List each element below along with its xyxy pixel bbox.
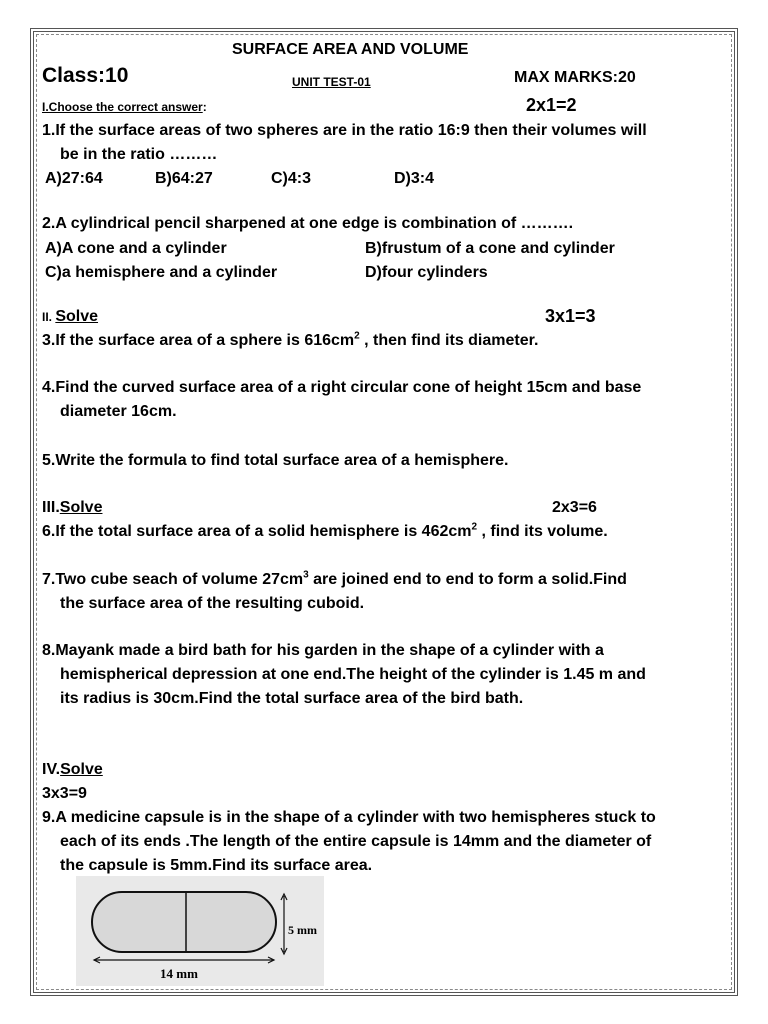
q1-option-a: A)27:64	[45, 170, 103, 187]
q3-text-b: , then find its diameter.	[359, 332, 539, 349]
q6-text-a: 6.If the total surface area of a solid hemisphere is 462cm	[42, 523, 472, 540]
page-title: SURFACE AREA AND VOLUME	[232, 41, 469, 58]
length-label: 14 mm	[160, 966, 198, 981]
q3-text-a: 3.If the surface area of a sphere is 616cm	[42, 332, 355, 349]
q2-option-b: B)frustum of a cone and cylinder	[365, 240, 615, 257]
section3-heading-text: Solve	[59, 499, 103, 516]
q7-superscript: 3	[303, 569, 309, 581]
capsule-figure	[76, 876, 324, 986]
q6-text-b: , find its volume.	[477, 523, 608, 540]
q4-line1: 4.Find the curved surface area of a right circular cone of height 15cm and base	[42, 379, 642, 396]
max-marks: MAX MARKS:20	[514, 69, 636, 86]
section3-prefix: III.	[42, 499, 60, 516]
q7-text-b: are joined end to end to form a solid.Find	[308, 571, 627, 588]
q9-line1: 9.A medicine capsule is in the shape of a cylinder with two hemispheres stuck to	[42, 809, 656, 826]
section4-heading	[42, 760, 103, 780]
q1-line1: 1.If the surface areas of two spheres are in the ratio 16:9 then their volumes will	[42, 122, 647, 139]
class-label: Class:10	[42, 64, 129, 87]
q8-line3: its radius is 30cm.Find the total surface area of the bird bath.	[60, 690, 524, 707]
section2-prefix: II.	[42, 310, 56, 324]
section1-heading-text: I.Choose the correct answer	[42, 100, 203, 114]
section2-marks: 3x1=3	[545, 306, 596, 326]
section3-marks: 2x3=6	[552, 499, 597, 516]
q9-line2: each of its ends .The length of the entire capsule is 14mm and the diameter of	[60, 833, 652, 850]
q6	[42, 522, 608, 542]
q2-option-d: D)four cylinders	[365, 264, 488, 281]
q7-text-a: 7.Two cube seach of volume 27cm	[42, 571, 304, 588]
q7-line2: the surface area of the resulting cuboid.	[60, 595, 365, 612]
q5: 5.Write the formula to find total surface area of a hemisphere.	[42, 452, 509, 469]
q2-line1: 2.A cylindrical pencil sharpened at one edge is combination of ……….	[42, 215, 574, 232]
section2-heading-text: Solve	[55, 308, 99, 325]
q3	[42, 331, 538, 351]
q2-option-c: C)a hemisphere and a cylinder	[45, 264, 278, 281]
q7-line1	[42, 570, 627, 590]
test-name: UNIT TEST-01	[292, 75, 371, 89]
section4-marks: 3x3=9	[42, 785, 87, 802]
width-label: 5 mm	[288, 923, 317, 937]
q2-option-a: A)A cone and a cylinder	[45, 240, 227, 257]
section2-heading	[42, 307, 98, 327]
q6-superscript: 2	[471, 521, 478, 533]
capsule-outline	[92, 892, 276, 952]
q8-line1: 8.Mayank made a bird bath for his garden in the shape of a cylinder with a	[42, 642, 604, 659]
q1-option-c: C)4:3	[271, 170, 312, 187]
q4-line2: diameter 16cm.	[60, 403, 177, 420]
section1-heading	[42, 97, 207, 117]
q1-line2: be in the ratio ………	[60, 146, 218, 163]
q8-line2: hemispherical depression at one end.The height of the cylinder is 1.45 m and	[60, 666, 646, 683]
section1-marks: 2x1=2	[526, 95, 577, 115]
section4-heading-text: Solve	[60, 761, 103, 778]
q1-option-b: B)64:27	[155, 170, 213, 187]
section4-prefix: IV.	[42, 761, 61, 778]
q9-line3: the capsule is 5mm.Find its surface area.	[60, 857, 373, 874]
section3-heading	[42, 498, 102, 518]
capsule-diagram	[76, 876, 324, 986]
section1-heading-colon: :	[202, 100, 207, 114]
q3-superscript: 2	[354, 330, 360, 342]
q1-option-d: D)3:4	[394, 170, 435, 187]
